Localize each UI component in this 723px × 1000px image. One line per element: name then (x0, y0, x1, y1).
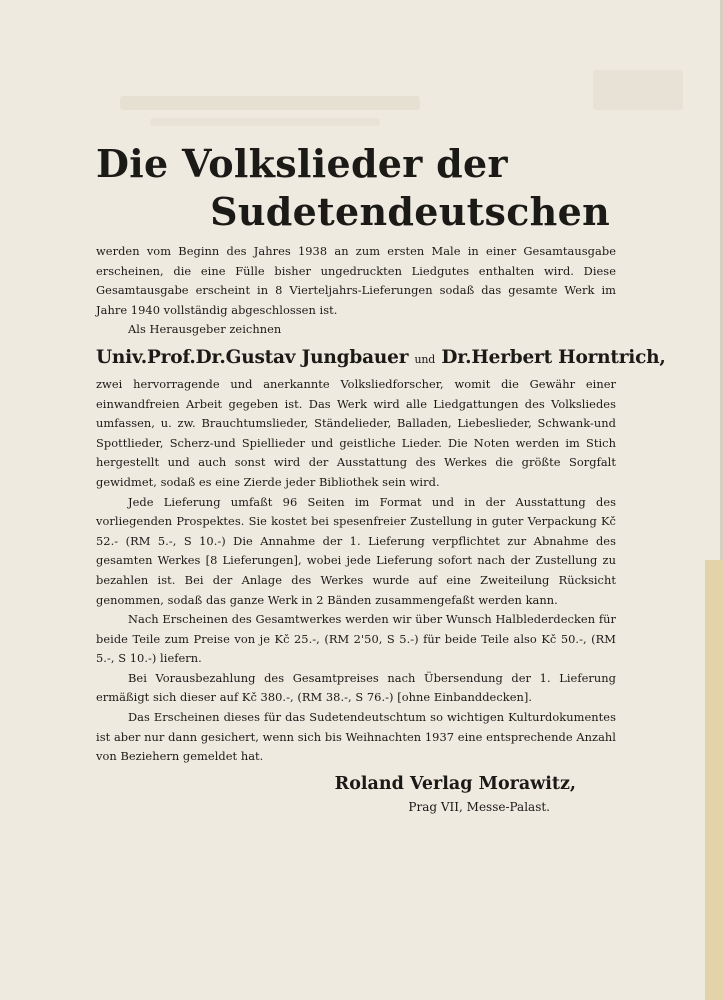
paragraph-covers: Nach Erscheinen des Gesamtwerkes werden wir über Wunsch Halblederdecken für beide Teile zum Preise von je Kč 25.-, (RM 2'50, S 5.-) für beide Teile also Kč 50.-, (RM 5.-, S 10.-) liefern. (96, 612, 616, 666)
document-title (96, 140, 616, 236)
paragraph-prepayment: Bei Vorausbezahlung des Gesamtpreises nach Übersendung der 1. Lieferung ermäßigt sich dieser auf Kč 380.-, (RM 38.-, S 76.-) [ohne Einbanddecken]. (96, 670, 616, 705)
publisher-signature (96, 771, 616, 817)
paragraph-intro: werden vom Beginn des Jahres 1938 an zum ersten Male in einer Gesamtausgabe erscheinen, die eine Fülle bisher ungedruckten Liedgutes enthalten wird. Diese Gesamtausgabe erscheint in 8 Vierteljahrs-Lieferungen sodaß das gesamte Werk im Jahre 1940 vollständig abgeschlossen ist. (96, 244, 616, 317)
publisher-name: Roland Verlag Morawitz, (334, 773, 576, 794)
editor-name-1: Univ.Prof.Dr.Gustav Jungbauer (96, 346, 409, 368)
document-body (96, 140, 666, 817)
paragraph-delivery: Jede Lieferung umfaßt 96 Seiten im Format und in der Ausstattung des vorliegenden Prospektes. Sie kostet bei spesenfreier Zustellung in guter Verpackung Kč 52.- (RM 5.-, S 10.-) Die Annahme der 1. Lieferung verpflichtet zur Abnahme des gesamten Werkes [8 Lieferungen], wobei jede Lieferung sofort nach der Zustellung zu bezahlen ist. Bei der Anlage des Werkes wurde auf eine Zweiteilung Rücksicht genommen, sodaß das ganze Werk in 2 Bänden zusammengefaßt werden kann. (96, 494, 616, 607)
paragraph-editors: zwei hervorragende und anerkannte Volksliedforscher, womit die Gewähr einer einwandfreien Arbeit gegeben ist. Das Werk wird alle Liedgattungen des Volksliedes umfassen, u. zw. Brauchtumslieder, Ständelieder, Balladen, Liebeslieder, Schwank-und Spottlieder, Scherz-und Spiellieder und geistliche Lieder. Die Noten werden im Stich hergestellt und auch sonst wird der Ausstattung des Werkes die größte Sorgfalt gewidmet, sodaß es eine Zierde jeder Bibliothek sein wird. (96, 376, 616, 489)
editors-conjunction: und (414, 352, 436, 366)
show-through-mark (120, 96, 420, 110)
editors-line (96, 345, 666, 373)
show-through-mark (150, 118, 380, 126)
title-line-1: Die Volkslieder der (96, 141, 508, 186)
publisher-address: Prag VII, Messe-Palast. (408, 799, 550, 814)
editors-intro: Als Herausgeber zeichnen (128, 322, 282, 337)
show-through-mark (593, 70, 683, 110)
title-line-2: Sudetendeutschen (210, 189, 610, 234)
editor-name-2: Dr.Herbert Horntrich, (441, 346, 666, 368)
paragraph-conditions: Das Erscheinen dieses für das Sudetendeutschtum so wichtigen Kulturdokumentes ist aber nur dann gesichert, wenn sich bis Weihnachten 1937 eine entsprechende Anzahl von Beziehern gemeldet hat. (96, 710, 616, 764)
